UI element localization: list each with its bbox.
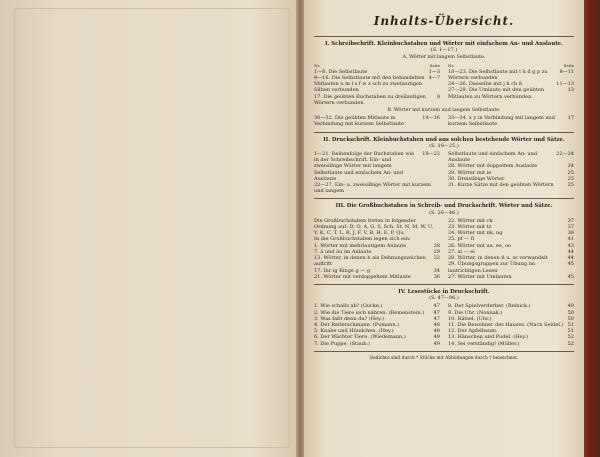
entry-title: 31. Kurze Sätze mit den geübten Wörtern xyxy=(448,182,554,189)
entry-page: 47 xyxy=(433,315,440,322)
toc-entry[interactable] xyxy=(314,94,440,106)
entry-page: 24 xyxy=(567,163,574,170)
entry-page: 13 xyxy=(567,87,574,94)
entry-page: 18—22 xyxy=(422,151,440,158)
entry-page: 25 xyxy=(567,182,574,189)
entry-title: 25. pf — fl xyxy=(448,236,475,243)
entry-page: 38 xyxy=(567,230,574,237)
entry-title: 22—27. Ein- u. zweisilbige Wörter mit kurzem und langem xyxy=(314,182,431,195)
section-iii-left xyxy=(314,218,440,280)
entry-page: 51 xyxy=(567,328,574,335)
entry-page: 8 xyxy=(436,93,440,100)
entry-page: 22—24 xyxy=(556,151,574,158)
entry-title: 18—23. Die Selbstlaute mit t k d g p zu Wörtern verbunden xyxy=(448,68,548,82)
entry-title: 29. Wörter mit ie xyxy=(448,169,492,176)
entry-title: 14. Sei verständig! (Müller.) xyxy=(448,340,520,347)
entry-page: 52 xyxy=(567,340,574,347)
entry-page: 49 xyxy=(433,334,440,341)
entry-page: 49 xyxy=(433,340,440,347)
entry-title: 30—32. Die geübten Mitlaute in Verbindung mit kurzem Selbstlaute xyxy=(314,115,404,128)
entry-page: 45 xyxy=(567,261,574,268)
toc-entry[interactable] xyxy=(448,274,574,280)
section-iv-pages: (S. 47—96.) xyxy=(429,295,459,302)
entry-page: 11—13 xyxy=(556,81,574,88)
entry-title: 1. Wörter mit mehrlautigem Anlaute xyxy=(314,242,407,249)
toc-entry[interactable] xyxy=(314,274,440,280)
section-iii-heading: III. Die Großbuchstaben in Schreib- und Druckschrift. Wörter und Sätze. xyxy=(335,203,553,210)
section-i-b-right xyxy=(448,115,574,127)
entry-page: 14—16 xyxy=(422,115,440,122)
left-page xyxy=(0,0,298,457)
entry-page: 51 xyxy=(567,321,574,328)
entry-title: 4. Der Reiterschmann. (Pumann.) xyxy=(314,321,400,328)
entry-title: 11. Die Bewohner des Hauses. (Nach Seidel.) xyxy=(448,321,564,328)
entry-title: 9. Die Uhr. (Nonnak.) xyxy=(448,309,503,316)
entry-title: 23. Wörter mit tz xyxy=(448,224,492,231)
entry-title: 13. Wörter, in denen h als Dehnungszeichen auftritt xyxy=(314,255,426,268)
entry-page: 52 xyxy=(567,334,574,341)
col-seite-label: Seite xyxy=(563,62,574,68)
entry-title: 9—16. Die Selbstlaute mit den behandelten Mitlauten u m l s f w z sch zu zweilautigen Silben verbunden xyxy=(314,75,425,94)
entry-title: 27—29. Die Umlaute mit den geübten Mitlauten zu Wörtern verbunden xyxy=(448,87,545,100)
section-iii-pages: (S. 26—46.) xyxy=(429,209,459,216)
entry-page: 37 xyxy=(567,224,574,231)
entry-page: 29 xyxy=(433,248,440,255)
entry-page: 34 xyxy=(433,267,440,274)
entry-title: 8. Der Spielverderber. (Reinick.) xyxy=(448,303,531,310)
section-i-a-right xyxy=(448,63,574,106)
entry-title: 27. ai — ei xyxy=(448,248,475,255)
section-i-a-columns xyxy=(314,63,574,106)
entry-title: 17. Die geübten Buchstaben zu dreilautigen Wörtern verbunden xyxy=(314,93,426,106)
col-nr-label: Nr. xyxy=(314,62,321,68)
entry-page: 44 xyxy=(567,248,574,255)
entry-page: 17 xyxy=(567,115,574,122)
toc-entry[interactable] xyxy=(314,75,440,94)
entry-title: 33—34. x y in Verbindung mit langem und kurzem Selbstlaute xyxy=(448,115,555,128)
entry-page: 25 xyxy=(567,175,574,182)
section-i-b-columns xyxy=(314,115,574,127)
section-rule xyxy=(314,132,574,133)
entry-title: In die Großbuchstaben legen sich ein: xyxy=(314,236,411,243)
entry-title: 24—26. Dasselbe mit j h ch ß xyxy=(448,81,523,88)
entry-title: 5. Knabe und Hündchen. (Hey.) xyxy=(314,328,394,335)
section-iv xyxy=(314,289,574,347)
toc-entry[interactable] xyxy=(448,341,574,347)
entry-title: 21. Wörter mit verdoppeltem Mitlaute xyxy=(314,273,411,280)
section-ii-left xyxy=(314,151,440,194)
toc-entry[interactable] xyxy=(314,182,440,194)
entry-page: 32 xyxy=(433,255,440,262)
entry-page: 41 xyxy=(567,236,574,243)
section-iv-heading: IV. Lesestücke in Druckschrift. xyxy=(398,288,490,295)
toc-entry[interactable] xyxy=(314,151,440,182)
entry-title: 2. Wie die Tiere sich nähren. (Remenstein.) xyxy=(314,309,425,316)
entry-page: 50 xyxy=(567,309,574,316)
toc-entry[interactable] xyxy=(448,69,574,81)
toc-entry[interactable] xyxy=(314,255,440,267)
entry-page: 36 xyxy=(433,273,440,280)
section-iii xyxy=(314,203,574,279)
col-seite-label: Seite xyxy=(429,62,440,68)
entry-title: 17. Ihr ig Ringe g — g xyxy=(314,267,371,274)
entry-page: 48 xyxy=(433,328,440,335)
entry-title: 28. Wörter, in denen ß u. ss verwandelt xyxy=(448,255,548,262)
entry-page: 28 xyxy=(433,242,440,249)
entry-title: 1—8. Die Selbstlaute xyxy=(314,68,368,75)
toc-entry[interactable] xyxy=(448,261,574,273)
section-ii xyxy=(314,137,574,195)
section-iv-left xyxy=(314,303,440,346)
entry-title: 29. Übungsgruppen zur Übung im lautrichtigen Lesen xyxy=(448,261,535,274)
toc-entry[interactable] xyxy=(448,87,574,99)
section-ii-heading: II. Druckschrift. Kleinbuchstaben und aus solchen bestehende Wörter und Sätze. xyxy=(323,136,565,143)
entry-page: 48 xyxy=(433,321,440,328)
section-i-b-left xyxy=(314,115,440,127)
entry-title: 28. Wörter mit doppeltem Auslaute xyxy=(448,163,538,170)
section-i-a-left xyxy=(314,63,440,106)
section-i-heading: I. Schreibschrift. Kleinbuchstaben und Wörter mit einfachem An- und Auslaute. xyxy=(325,41,563,47)
entry-page: 47 xyxy=(433,303,440,310)
entry-title: 7. ä und äu im Anlaute xyxy=(314,248,372,255)
entry-page: 50 xyxy=(567,315,574,322)
entry-page: 44 xyxy=(567,255,574,262)
section-iv-columns xyxy=(314,303,574,346)
entry-title: 13. Hänschen und Pudel. (Hey.) xyxy=(448,334,529,341)
entry-page: 47 xyxy=(433,309,440,316)
section-rule xyxy=(314,198,574,199)
entry-title: 24. Wörter mit nk, ng xyxy=(448,230,503,237)
section-i-sub-a: A. Wörter mit langem Selbstlaute. xyxy=(402,55,486,61)
entry-title: 3. Was faßt denn du? (Hey.) xyxy=(314,315,384,322)
entry-title: 6. Der Wächter Tiere. (Wiedemann.) xyxy=(314,334,406,341)
entry-title: 12. Der Apfelbaum. xyxy=(448,328,498,335)
entry-title: 1. Wie schalls ab? (Gucke.) xyxy=(314,303,383,310)
col-nr-label: Nr. xyxy=(448,62,455,68)
toc-entry[interactable] xyxy=(314,341,440,347)
toc-entry[interactable] xyxy=(314,115,440,127)
entry-title: 26. Wörter mit aa, ee, oo xyxy=(448,242,511,249)
toc-entry[interactable] xyxy=(448,115,574,127)
entry-title: Die Großbuchstaben treten in folgender Ordnung auf: D, O, A, G, S, Sch, St, N, M, W, U, Y, K, C, T, L, R, J, F, V, B, H, E, P, Qu. xyxy=(314,217,434,237)
left-page-frame xyxy=(14,8,290,448)
entry-title: 22. Wörter mit ck xyxy=(448,217,493,224)
entry-page: 8—11 xyxy=(559,68,574,75)
section-i-sub-b: B. Wörter mit kurzem und langem Selbstlaute. xyxy=(387,108,501,114)
entry-title: 1—21. Reihenfolge der Buchstaben wie in der Schreibschrift. Ein- und zweisilbige Wörter mit langem Selbstlaute und einfachem An- und Auslaute xyxy=(314,151,415,182)
section-rule xyxy=(314,351,574,352)
toc-entry xyxy=(314,218,440,237)
entry-page: 25 xyxy=(567,169,574,176)
entry-title: Selbstlaute und einfachem An- und Auslaute xyxy=(448,151,538,164)
page-title: Inhalts-Übersicht. xyxy=(373,14,515,28)
section-iii-right xyxy=(448,218,574,280)
toc-entry[interactable] xyxy=(448,182,574,188)
entry-title: 10. Rätsel. (Uhr.) xyxy=(448,315,492,322)
section-i xyxy=(314,41,574,128)
entry-title: 27. Wörter mit Umlauten xyxy=(448,273,512,280)
entry-page: 43 xyxy=(567,242,574,249)
entry-page: 49 xyxy=(567,303,574,310)
entry-page: 37 xyxy=(567,217,574,224)
entry-page: 4—7 xyxy=(428,75,440,82)
section-iii-columns xyxy=(314,218,574,280)
book-cover-edge xyxy=(584,0,600,457)
section-i-pages: (S. 1—17.) xyxy=(430,47,458,54)
section-ii-right xyxy=(448,151,574,194)
entry-page: 1—3 xyxy=(428,68,440,75)
section-ii-columns xyxy=(314,151,574,194)
entry-page: 45 xyxy=(567,273,574,280)
title-rule xyxy=(314,36,574,37)
toc-entry[interactable] xyxy=(448,151,574,163)
right-page xyxy=(304,0,584,457)
section-ii-pages: (S. 18—25.) xyxy=(429,142,459,149)
section-iv-right xyxy=(448,303,574,346)
footnote: Gedichte sind durch * Stücke mit Abbildungen durch † bezeichnet. xyxy=(369,355,519,361)
entry-title: 30. Dreisilbige Wörter xyxy=(448,175,505,182)
entry-title: 7. Die Puppe. (Staub.) xyxy=(314,340,370,347)
section-rule xyxy=(314,284,574,285)
